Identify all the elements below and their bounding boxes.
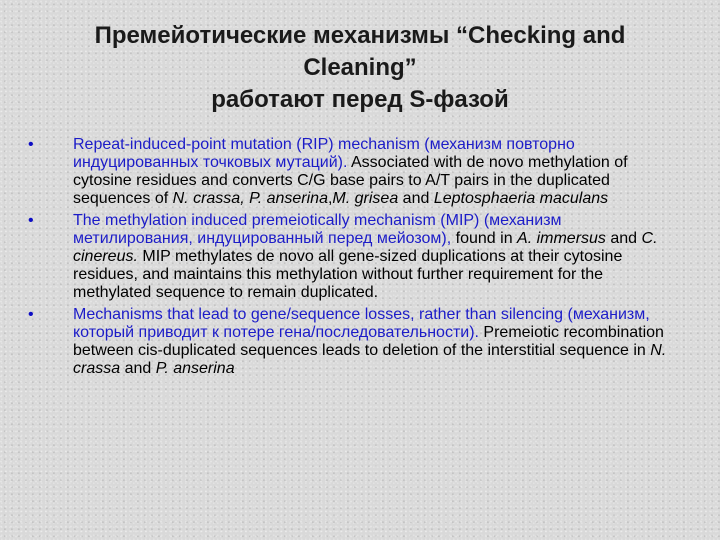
bullet-marker: •	[28, 212, 34, 229]
bullet-text: and	[398, 190, 434, 207]
species-name: A. immersus	[517, 230, 606, 247]
bullet-list	[28, 136, 668, 382]
bullet-text: ,	[327, 190, 333, 207]
species-name: C. cinereus.	[73, 230, 658, 265]
bullet-text: Associated with de novo methylation of cytosine residues and converts C/G base pairs to A/T pairs in the duplicated sequences of	[73, 154, 628, 207]
bullet-blue-text: Mechanisms that lead to gene/sequence losses, rather than silencing (механизм, который приводит к потере гена/последовательности).	[73, 306, 650, 341]
title-line-3: работают перед S-фазой	[211, 86, 509, 113]
bullet-text: MIP methylates de novo all gene-sized duplications at their cytosine residues, and maintains this methylation without further requirement for the methylated sequence to remain duplicated.	[73, 248, 623, 301]
bullet-blue-text: The methylation induced premeiotically mechanism (MIP) (механизм метилирования, индуцированный перед мейозом),	[73, 212, 562, 247]
bullet-blue-text: Repeat-induced-point mutation (RIP) mechanism (механизм повторно индуцированных точковых мутаций).	[73, 136, 575, 171]
bullet-item-rip	[28, 136, 668, 208]
slide-title	[30, 20, 690, 116]
title-line-1: Премейотические механизмы “Checking and	[94, 22, 626, 49]
bullet-marker: •	[28, 136, 34, 153]
species-name: M. grisea	[332, 190, 399, 207]
species-name: P. anserina	[155, 360, 235, 377]
bullet-marker: •	[28, 306, 34, 323]
species-name: Leptosphaeria maculans	[433, 190, 609, 207]
species-name: N. crassa	[73, 342, 667, 377]
bullet-item-mip	[28, 212, 668, 302]
species-name: N. crassa, P. anserina	[172, 190, 328, 207]
bullet-text: and	[605, 230, 642, 247]
bullet-text: found in	[451, 230, 518, 247]
title-line-2: Cleaning”	[303, 54, 417, 81]
bullet-text: Premeiotic recombination between cis-duplicated sequences leads to deletion of the interstitial sequence in	[73, 324, 664, 359]
bullet-item-gene-loss	[28, 306, 668, 378]
bullet-text: and	[120, 360, 156, 377]
